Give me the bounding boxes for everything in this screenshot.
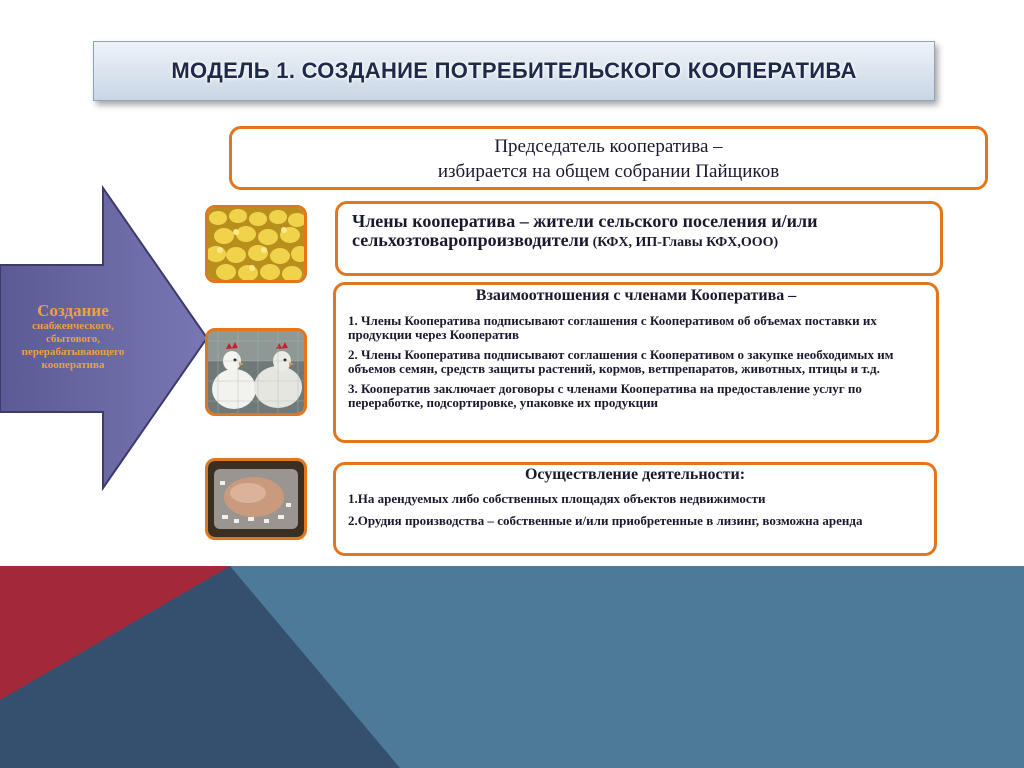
members-note: (КФХ, ИП-Главы КФХ,ООО) [589,235,779,250]
chairman-line2: избирается на общем собрании Пайщиков [437,161,780,182]
activity-heading: Осуществление деятельности: [524,466,746,483]
title-banner [93,41,935,101]
members-text: Члены кооператива – жители сельского поселения и/или сельхозтоваропроизводители [352,211,818,250]
arrow-label-line3: сбытового, [46,333,100,345]
members-box [335,201,943,276]
relations-heading: Взаимоотношения с членами Кооператива – [475,287,797,304]
arrow-label [4,302,142,372]
relations-item-1: 1. Члены Кооператива подписывают соглашения с Кооперативом об объемах поставки их продукции через Кооператив [348,313,877,342]
chairman-box [229,126,988,190]
arrow-label-line4: перерабатывающего [21,346,125,358]
hens-photo [205,328,307,416]
chairman-line1: Председатель кооператива – [494,136,723,157]
arrow-label-line2: снабженческого, [32,320,114,332]
arrow-label-line1: Создание [37,301,109,320]
arrow-label-line5: кооператива [41,359,105,371]
relations-item-3: 3. Кооператив заключает договоры с членами Кооператива на предоставление услуг по переработке, подсортировке, упаковке их продукции [348,381,862,410]
relations-box [333,282,939,443]
activity-item-2: 2.Орудия производства – собственные и/или приобретенные в лизинг, возможна аренда [348,513,863,528]
meat-photo [205,458,307,540]
chicks-photo [205,205,307,283]
activity-box [333,462,937,556]
slide-title: МОДЕЛЬ 1. СОЗДАНИЕ ПОТРЕБИТЕЛЬСКОГО КООПЕРАТИВА [171,58,857,83]
relations-item-2: 2. Члены Кооператива подписывают соглашения с Кооперативом о закупке необходимых им объемов семян, средств защиты растений, кормов, ветпрепаратов, животных, птицы и т.д. [348,347,894,376]
activity-item-1: 1.На арендуемых либо собственных площадях объектов недвижимости [348,491,766,506]
